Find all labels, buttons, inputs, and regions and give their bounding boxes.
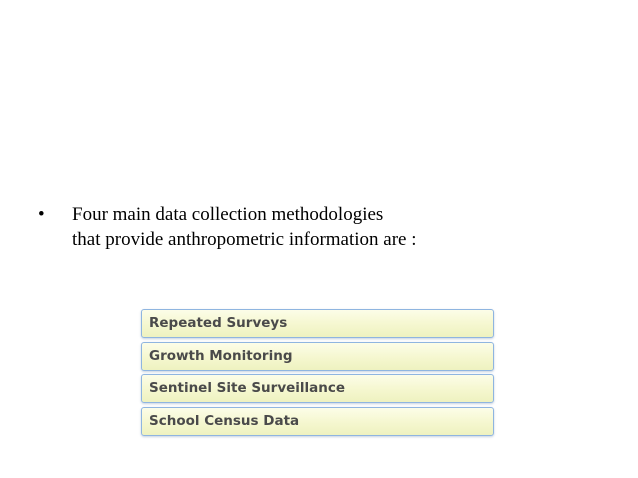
methodology-item-school-census-data: School Census Data bbox=[141, 407, 494, 436]
bullet-line-1: Four main data collection methodologies bbox=[72, 204, 384, 225]
bullet-point bbox=[36, 202, 596, 252]
methodology-item-repeated-surveys: Repeated Surveys bbox=[141, 309, 494, 338]
bullet-row bbox=[36, 202, 596, 252]
bullet-text bbox=[72, 202, 596, 252]
methodology-item-sentinel-site-surveillance: Sentinel Site Surveillance bbox=[141, 374, 494, 403]
bullet-marker: • bbox=[38, 204, 45, 225]
bullet-line-2: that provide anthropometric information are : bbox=[72, 229, 417, 250]
methodology-item-growth-monitoring: Growth Monitoring bbox=[141, 342, 494, 371]
